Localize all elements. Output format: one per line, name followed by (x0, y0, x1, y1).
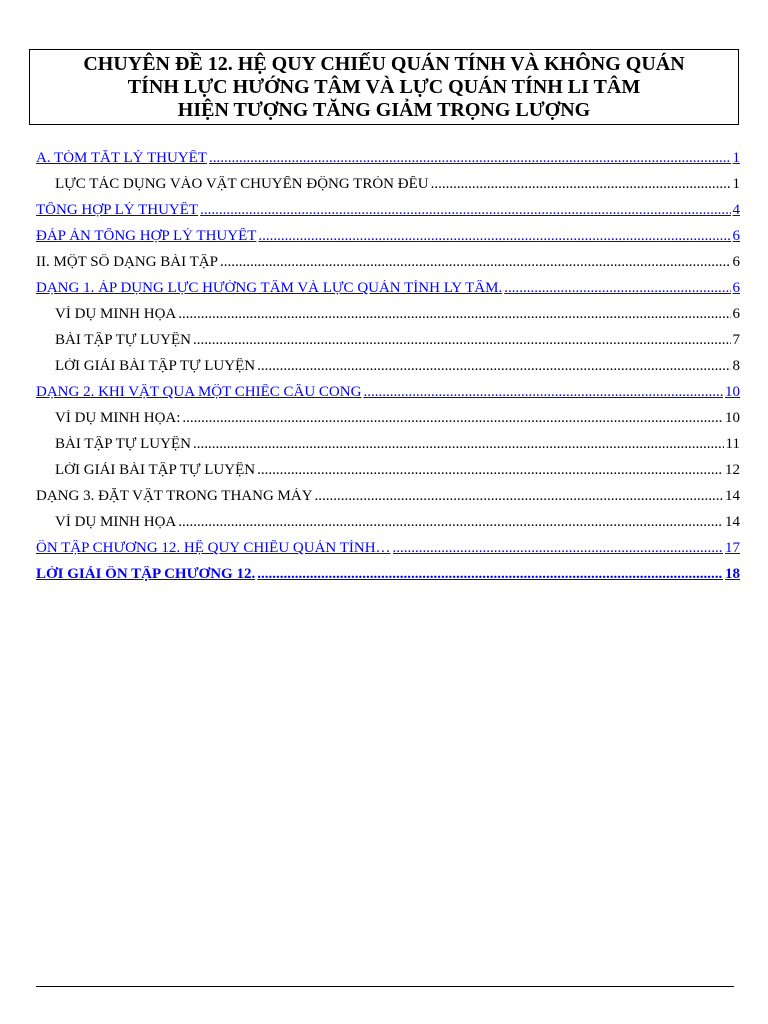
toc-page-number: 6 (732, 306, 740, 322)
toc-dot-leader (193, 332, 731, 349)
toc-page-number: 14 (725, 514, 740, 530)
toc-link[interactable] (36, 202, 740, 228)
toc-entry-title: A. TÓM TẮT LÝ THUYẾT (36, 150, 207, 166)
toc-entry (36, 254, 740, 280)
toc-page-number: 10 (725, 410, 740, 426)
title-line: HIỆN TƯỢNG TĂNG GIẢM TRỌNG LƯỢNG (177, 99, 591, 121)
toc-dot-leader (257, 462, 723, 479)
document-title-box (29, 49, 739, 125)
toc-page-number: 6 (732, 228, 740, 244)
toc-entry-title: ĐÁP ÁN TỔNG HỢP LÝ THUYẾT (36, 228, 257, 244)
toc-entry-title: LỰC TÁC DỤNG VÀO VẬT CHUYỂN ĐỘNG TRÒN ĐỀU (55, 176, 429, 192)
toc-dot-leader (178, 514, 723, 531)
toc-dot-leader (257, 358, 730, 375)
toc-page-number: 11 (725, 436, 740, 452)
toc-link[interactable] (36, 280, 740, 306)
toc-entry-title: II. MỘT SỐ DẠNG BÀI TẬP (36, 254, 218, 270)
toc-entry (36, 176, 740, 202)
title-line: TÍNH LỰC HƯỚNG TÂM VÀ LỰC QUÁN TÍNH LI TÂM (127, 76, 641, 98)
toc-dot-leader (504, 280, 730, 297)
toc-entry-title: TỔNG HỢP LÝ THUYẾT (36, 202, 199, 218)
toc-dot-leader (209, 150, 731, 167)
toc-entry-title: LỜI GIẢI ÔN TẬP CHƯƠNG 12. (36, 566, 256, 582)
toc-page-number: 1 (732, 150, 740, 166)
toc-dot-leader (200, 202, 730, 219)
toc-dot-leader (178, 306, 730, 323)
toc-dot-leader (363, 384, 723, 401)
toc-link[interactable] (36, 150, 740, 176)
footer-divider (36, 986, 734, 987)
title-line: CHUYÊN ĐỀ 12. HỆ QUY CHIẾU QUÁN TÍNH VÀ KHÔNG QUÁN (83, 53, 685, 75)
toc-page-number: 6 (732, 254, 740, 270)
toc-entry-title: DẠNG 3. ĐẶT VẬT TRONG THANG MÁY (36, 488, 313, 504)
toc-page-number: 7 (732, 332, 740, 348)
toc-dot-leader (220, 254, 731, 271)
toc-dot-leader (257, 566, 723, 583)
toc-entry-title: VÍ DỤ MINH HỌA (55, 514, 177, 530)
toc-entry-title: BÀI TẬP TỰ LUYỆN (55, 332, 191, 348)
toc-page-number: 1 (732, 176, 740, 192)
toc-entry-title: ÔN TẬP CHƯƠNG 12. HỆ QUY CHIẾU QUÁN TÍNH… (36, 540, 391, 556)
table-of-contents (36, 150, 740, 592)
toc-dot-leader (182, 410, 723, 427)
toc-entry (36, 462, 740, 488)
toc-entry (36, 436, 740, 462)
toc-entry (36, 410, 740, 436)
toc-entry (36, 358, 740, 384)
toc-dot-leader (315, 488, 723, 505)
toc-link[interactable] (36, 540, 740, 566)
toc-entry-title: LỜI GIẢI BÀI TẬP TỰ LUYỆN (55, 358, 256, 374)
toc-entry-title: BÀI TẬP TỰ LUYỆN (55, 436, 191, 452)
toc-entry-title: LỜI GIẢI BÀI TẬP TỰ LUYỆN (55, 462, 256, 478)
toc-page-number: 4 (732, 202, 740, 218)
toc-entry (36, 332, 740, 358)
toc-dot-leader (393, 540, 723, 557)
toc-page-number: 17 (725, 540, 740, 556)
toc-entry-title: DẠNG 2. KHI VẬT QUA MỘT CHIẾC CẦU CONG (36, 384, 362, 400)
toc-page-number: 10 (725, 384, 740, 400)
toc-page-number: 6 (732, 280, 740, 296)
toc-link[interactable] (36, 228, 740, 254)
toc-dot-leader (193, 436, 724, 453)
toc-page-number: 18 (725, 566, 740, 582)
toc-entry-title: VÍ DỤ MINH HỌA (55, 306, 177, 322)
toc-entry-title: DẠNG 1. ÁP DỤNG LỰC HƯỚNG TÂM VÀ LỰC QUÁN TÍNH LY TÂM. (36, 280, 503, 296)
toc-page-number: 8 (732, 358, 740, 374)
toc-entry (36, 306, 740, 332)
toc-page-number: 12 (725, 462, 740, 478)
toc-entry (36, 488, 740, 514)
toc-link[interactable] (36, 566, 740, 592)
toc-dot-leader (431, 176, 731, 193)
toc-link[interactable] (36, 384, 740, 410)
toc-entry (36, 514, 740, 540)
toc-entry-title: VÍ DỤ MINH HỌA: (55, 410, 181, 426)
toc-dot-leader (258, 228, 730, 245)
toc-page-number: 14 (725, 488, 740, 504)
